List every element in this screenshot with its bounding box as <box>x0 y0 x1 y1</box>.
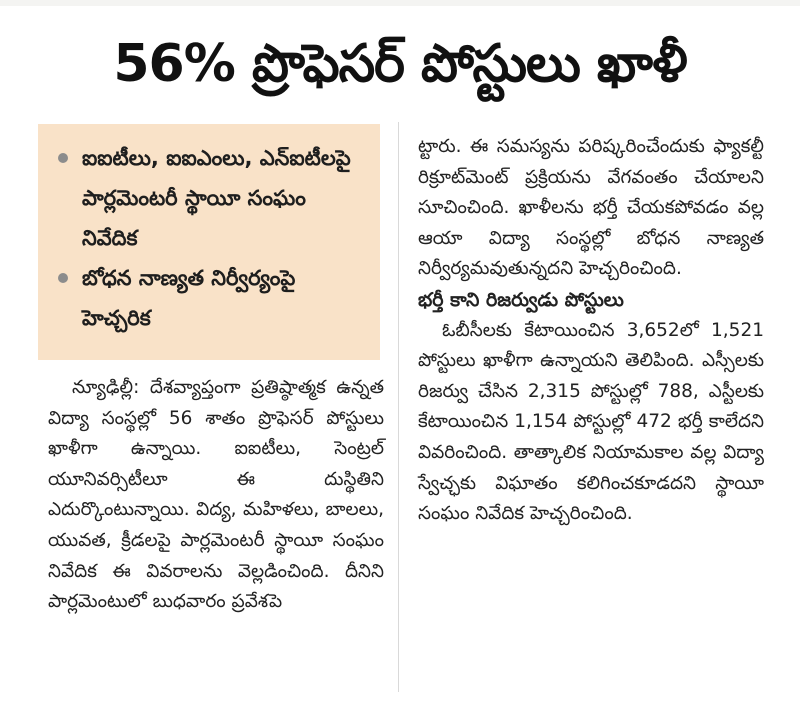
highlight-item <box>56 138 368 258</box>
body-paragraph: ట్టారు. ఈ సమస్యను పరిష్కరించేందుకు ఫ్యాకల్టీ రిక్రూట్‌మెంట్ ప్రక్రియను వేగవంతం చేయాలని సూచించింది. ఖాళీలను భర్తీ చేయకపోవడం వల్ల ఆయా విద్యా సంస్థల్లో బోధన నాణ్యత నిర్వీర్యమవుతున్నదని హెచ్చరించింది. <box>418 136 764 280</box>
top-rule <box>0 0 800 6</box>
headline: 56% ప్రొఫెసర్ పోస్టులు ఖాళీ <box>113 34 687 94</box>
highlight-text: బోధన నాణ్యత నిర్వీర్యంపై హెచ్చరిక <box>82 266 296 330</box>
highlights-box <box>38 124 380 360</box>
body-paragraph: న్యూఢిల్లీ: దేశవ్యాప్తంగా ప్రతిష్ఠాత్మక ఉన్నత విద్యా సంస్థల్లో 56 శాతం ప్రొఫెసర్ పోస్టులు ఖాళీగా ఉన్నాయి. ఐఐటీలు, సెంట్రల్ యూనివర్సిటీలూ ఈ దుస్థితిని ఎదుర్కొంటున్నాయి. విద్య, మహిళలు, బాలలు, యువత, క్రీడలపై పార్లమెంటరీ స్థాయీ సంఘం నివేదిక ఈ వివరాలను వెల్లడించింది. దీనిని పార్లమెంటులో బుధవారం ప్రవేశపె <box>48 377 384 613</box>
column-divider <box>398 122 399 692</box>
subheading: భర్తీ కాని రిజర్వుడు పోస్టులు <box>418 288 624 311</box>
highlights-list <box>56 138 368 338</box>
highlight-item <box>56 258 368 338</box>
bullet-icon <box>58 273 68 283</box>
body-paragraph: ఓబీసీలకు కేటాయించిన 3,652లో 1,521 పోస్టులు ఖాళీగా ఉన్నాయని తెలిపింది. ఎస్సీలకు రిజర్వు చేసిన 2,315 పోస్టుల్లో 788, ఎస్టీలకు కేటాయించిన 1,154 పోస్టుల్లో 472 భర్తీ కాలేదని వివరించింది. తాత్కాలిక నియామకాల వల్ల విద్యా స్వేచ్ఛకు విఘాతం కలిగించకూడదని స్థాయీ సంఘం నివేదిక హెచ్చరించింది. <box>418 319 764 525</box>
highlight-text: ఐఐటీలు, ఐఐఎంలు, ఎన్ఐటీలపై పార్లమెంటరీ స్థాయీ సంఘం నివేదిక <box>82 146 351 250</box>
left-column <box>48 373 384 618</box>
bullet-icon <box>58 153 68 163</box>
right-column <box>418 132 764 530</box>
